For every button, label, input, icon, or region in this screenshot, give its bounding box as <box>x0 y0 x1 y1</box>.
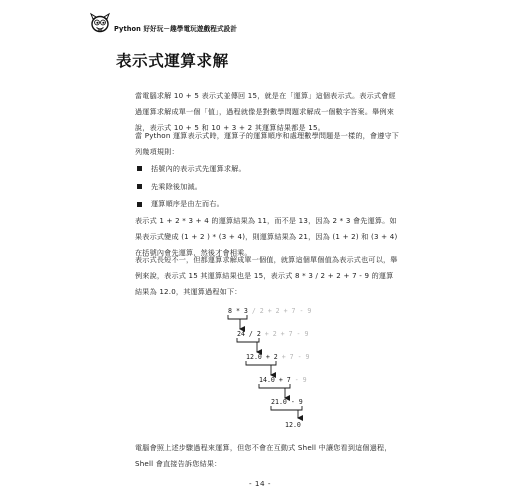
paragraph-evaluation-intro: 當電腦求解 10 + 5 表示式並傳回 15，就是在「運算」這個表示式。表示式會經過運算求解成單一個「值」，過程就像是對數學問題求解成一個數字答案。舉例來說，表示式 10 + 5 和 10 + 3 + 2 其運算結果都是 15。 <box>135 91 396 132</box>
step-remaining-part: + 2 + 7 - 9 <box>260 330 309 338</box>
evaluation-step <box>228 307 311 329</box>
list-item-text: 運算順序是由左而右。 <box>151 199 224 209</box>
step-bracket <box>237 338 259 342</box>
series-title: Python 好好玩－趣學電玩遊戲程式設計 <box>114 25 238 33</box>
step-evaluated-part: 8 * 3 <box>228 307 248 315</box>
paragraph-shell-result: 電腦會照上述步驟過程來運算，但您不會在互動式 Shell 中讓您看到這個過程，Shell 會直接告訴您結果： <box>135 443 392 468</box>
svg-text:12.0 + 2 + 7 - 9 <box>246 353 310 361</box>
evaluation-step <box>285 421 301 429</box>
evaluation-step <box>237 330 308 352</box>
list-item-text: 先乘除後加減。 <box>151 181 203 191</box>
step-bracket <box>246 361 276 365</box>
step-remaining-part: / 2 + 2 + 7 - 9 <box>247 307 312 315</box>
step-evaluated-part: 21.0 - 9 <box>271 398 303 406</box>
step-final-result: 12.0 <box>285 421 301 429</box>
step-evaluated-part: 24 / 2 <box>237 330 261 338</box>
svg-text:8 * 3 / 2 + 2 + 7 - 9 <box>228 307 311 315</box>
svg-text:14.0 + 7 - 9 <box>259 376 307 384</box>
page-title: 表示式運算求解 <box>116 52 229 70</box>
svg-text:12.0 <box>285 421 301 429</box>
step-bracket <box>259 384 290 388</box>
paragraph-single-value: 表示式長短不一，但都運算求解成單一個值，就算這個單個值為表示式也可以，舉例來說，表示式 15 其運算結果也是 15，表示式 8 * 3 / 2 + 2 + 7 - 9 的運算結果為 12.0，其運算過程如下： <box>135 255 398 296</box>
evaluation-step <box>246 353 310 375</box>
svg-text:21.0 - 9 <box>271 398 303 406</box>
list-item-text: 括號內的表示式先運算求解。 <box>151 163 246 173</box>
step-evaluated-part: 14.0 + 7 <box>259 376 291 384</box>
svg-text:24 / 2 + 2 + 7 - 9 <box>237 330 308 338</box>
step-bracket <box>228 315 247 319</box>
paragraph-precedence-example: 表示式 1 + 2 * 3 + 4 的運算結果為 11，而不是 13，因為 2 * 3 會先運算。如果表示式變成 (1 + 2 ) * (3 + 4)，則運算結果為 21，因為 (1 + 2) 和 (3 + 4) 在括號內會先運算，然後才會相乘。 <box>135 216 398 257</box>
paragraph-operator-order: 當 Python 運算表示式時，運算子的運算順序和處理數學問題是一樣的，會遵守下列幾項規則： <box>135 131 400 156</box>
evaluation-step <box>259 376 307 398</box>
step-remaining-part: + 7 - 9 <box>277 353 310 361</box>
step-remaining-part: - 9 <box>290 376 307 384</box>
evaluation-step <box>271 398 303 418</box>
step-evaluated-part: 12.0 + 2 <box>246 353 278 361</box>
step-bracket <box>271 406 302 410</box>
page-number: - 14 - <box>249 479 271 488</box>
